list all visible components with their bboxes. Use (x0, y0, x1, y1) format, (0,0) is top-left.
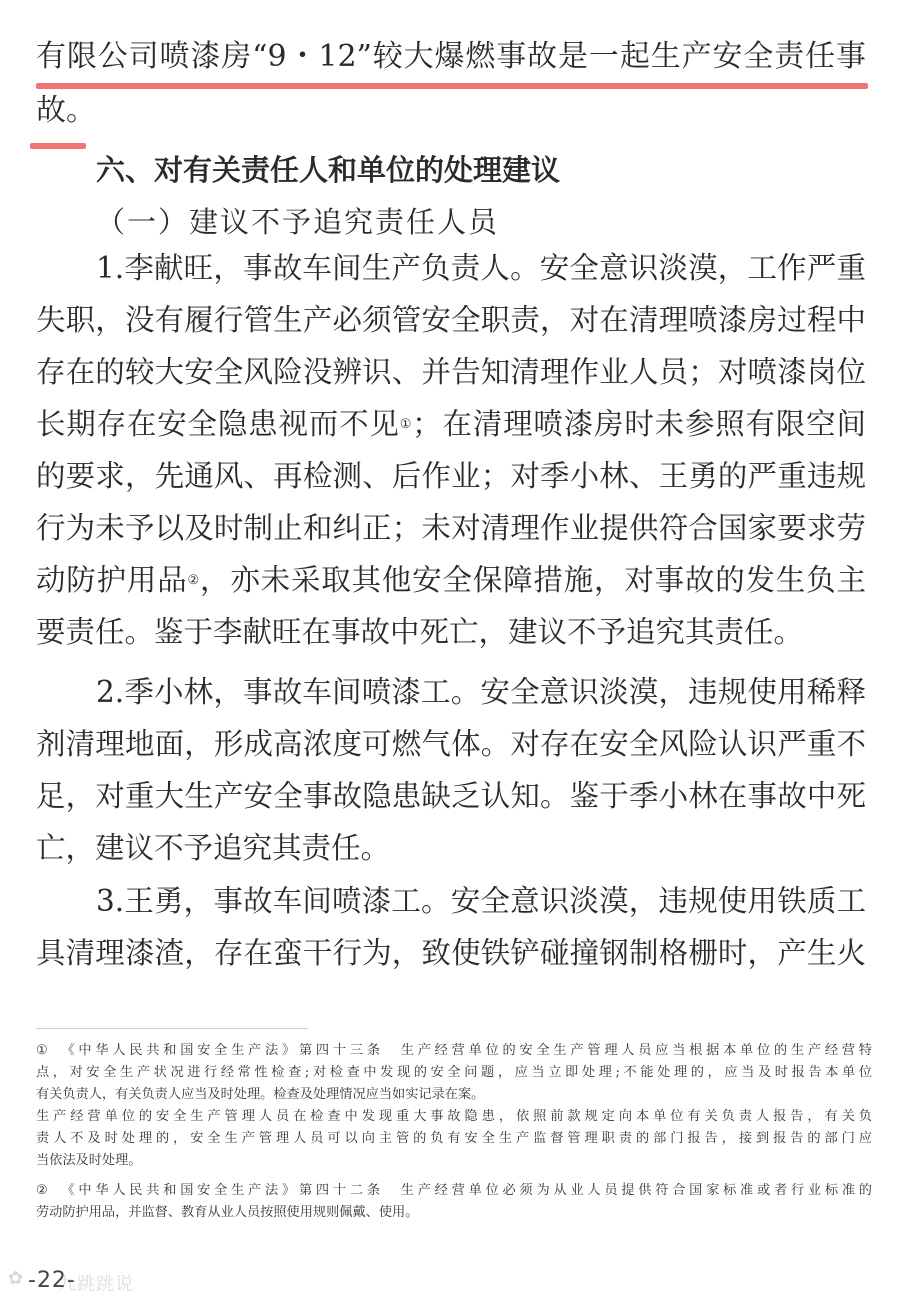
footnote-1-line-2: 点，对安全生产状况进行经常性检查;对检查中发现的安全问题，应当立即处理;不能处理的，应当及时报告本单位 (36, 1065, 872, 1080)
section-heading: 六、对有关责任人和单位的处理建议 (96, 153, 561, 187)
p1-line-7b: ，亦未采取其他安全保障措施，对事故的发生负主 (200, 563, 866, 597)
footnote-1 (36, 1040, 872, 1172)
watermark-icon: ✿ (8, 1268, 24, 1289)
p3-line-1: 3.王勇，事故车间喷漆工。安全意识淡漠，违规使用铁质工 (96, 884, 866, 918)
p1-line-3: 存在的较大安全风险没辨识、并告知清理作业人员；对喷漆岗位 (36, 355, 866, 389)
footnote-ref-2[interactable]: ② (187, 573, 201, 588)
p2-line-2: 剂清理地面，形成高浓度可燃气体。对存在安全风险认识严重不 (36, 727, 866, 761)
intro-line-2: 故。 (36, 93, 96, 128)
footnote-2-line-1: ② 《中华人民共和国安全生产法》第四十二条 生产经营单位必须为从业人员提供符合国家标准或者行业标准的 (36, 1183, 872, 1198)
page-number: -22- (28, 1268, 76, 1293)
p1-line-7 (36, 565, 866, 602)
footnote-divider (36, 1028, 308, 1029)
p3-line-2: 具清理漆渣，存在蛮干行为，致使铁铲碰撞钢制格栅时，产生火 (36, 936, 866, 970)
footnote-1-number: ① (36, 1043, 52, 1058)
highlight-underline-short (30, 143, 86, 149)
footnote-ref-1[interactable]: ① (399, 417, 413, 432)
p2-line-3: 足，对重大生产安全事故隐患缺乏认知。鉴于季小林在事故中死 (36, 779, 866, 813)
footnote-1-line-6: 当依法及时处理。 (36, 1153, 142, 1168)
p1-line-4 (36, 409, 866, 446)
p1-line-5: 的要求，先通风、再检测、后作业；对季小林、王勇的严重违规 (36, 459, 866, 493)
p1-line-2: 失职，没有履行管生产必须管安全职责，对在清理喷漆房过程中 (36, 303, 866, 337)
footnote-1-line-1: ① 《中华人民共和国安全生产法》第四十三条 生产经营单位的安全生产管理人员应当根据本单位的生产经营特 (36, 1043, 872, 1058)
highlight-underline (36, 83, 868, 89)
p1-line-1: 1.李献旺，事故车间生产负责人。安全意识淡漠，工作严重 (96, 251, 866, 285)
p1-line-4a: 长期存在安全隐患视而不见 (36, 407, 400, 441)
p1-line-6: 行为未予以及时制止和纠正；未对清理作业提供符合国家要求劳 (36, 511, 866, 545)
watermark-text: 九跳跳说 (58, 1274, 134, 1295)
footnote-1-line-5: 责人不及时处理的，安全生产管理人员可以向主管的负有安全生产监督管理职责的部门报告，接到报告的部门应 (36, 1131, 872, 1146)
p2-line-4: 亡，建议不予追究其责任。 (36, 831, 391, 865)
footnote-2-line-2: 劳动防护用品，并监督、教育从业人员按照使用规则佩戴、使用。 (36, 1205, 419, 1220)
p1-line-7a: 动防护用品 (36, 563, 188, 597)
intro-line-1: 有限公司喷漆房“9・12”较大爆燃事故是一起生产安全责任事 (36, 39, 866, 74)
footnote-1-line-3: 有关负责人，有关负责人应当及时处理。检查及处理情况应当如实记录在案。 (36, 1087, 485, 1102)
footnote-2-number: ② (36, 1183, 52, 1198)
footnote-1-line-4: 生产经营单位的安全生产管理人员在检查中发现重大事故隐患，依照前款规定向本单位有关负责人报告，有关负 (36, 1109, 872, 1124)
subsection-heading: （一）建议不予追究责任人员 (96, 205, 500, 239)
p2-line-1: 2.季小林，事故车间喷漆工。安全意识淡漠，违规使用稀释 (96, 675, 866, 709)
p1-line-4b: ；在清理喷漆房时未参照有限空间 (412, 407, 866, 441)
p1-line-8: 要责任。鉴于李献旺在事故中死亡，建议不予追究其责任。 (36, 615, 804, 649)
footnote-2 (36, 1180, 872, 1224)
